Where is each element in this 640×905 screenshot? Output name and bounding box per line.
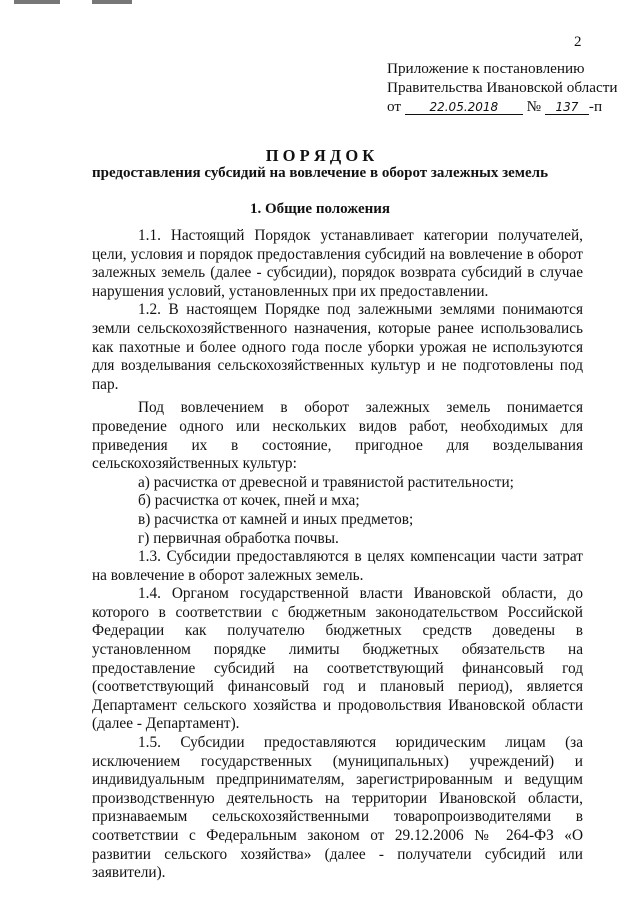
paragraph-1-5: 1.5. Субсидии предоставляются юридическим лицам (за исключением государственных (муниципальных) учреждений) и индивидуальным предпринимателям, зарегистрированным и ведущим производственную деятельность на территории Ивановской области, признаваемым сельскохозяйственными товаропроизводителями в соответствии с Федеральным законом от 29.12.2006 № 264-ФЗ «О развитии сельского хозяйства» (далее - получатели субсидий или заявители). — [92, 734, 583, 882]
scan-mark-left — [14, 0, 60, 4]
resolution-number: 137 — [545, 100, 589, 115]
appendix-block — [387, 59, 637, 116]
number-label: № — [526, 98, 542, 115]
appendix-line-2: Правительства Ивановской области — [387, 79, 618, 96]
page-number: 2 — [574, 34, 582, 50]
section-title: 1. Общие положения — [249, 201, 391, 217]
number-suffix: -п — [588, 98, 603, 115]
appendix-date-line — [387, 97, 637, 116]
resolution-date: 22.05.2018 — [405, 100, 523, 115]
list-item-g: г) первичная обработка почвы. — [138, 529, 339, 547]
appendix-line-1: Приложение к постановлению — [387, 60, 585, 77]
paragraph-involvement: Под вовлечением в оборот залежных земель понимается проведение одного или нескольких видов работ, необходимых для приведения их в состояние, пригодное для возделывания сельскохозяйственных культур: — [92, 399, 583, 473]
paragraph-1-3: 1.3. Субсидии предоставляются в целях компенсации части затрат на вовлечение в оборот залежных земель. — [92, 548, 583, 584]
from-label: от — [387, 98, 402, 115]
document-subtitle: предоставления субсидий на вовлечение в оборот залежных земель — [91, 165, 549, 181]
scan-mark-right — [92, 0, 132, 4]
paragraph-1-4: 1.4. Органом государственной власти Ивановской области, до которого в соответствии с бюджетным законодательством Российской Федерации как получателю бюджетных средств доведены в установленном порядке лимиты бюджетных обязательств на предоставление субсидий на соответствующий финансовый год (соответствующий финансовый год и плановый период), является Департамент сельского хозяйства и продовольствия Ивановской области (далее - Департамент). — [92, 585, 583, 733]
paragraph-1-2: 1.2. В настоящем Порядке под залежными землями понимаются земли сельскохозяйственного назначения, которые ранее использовались как пахотные и более одного года после уборки урожая не используются для возделывания сельскохозяйственных культур и не подготовлены под пар. — [92, 301, 583, 393]
list-item-v: в) расчистка от камней и иных предметов; — [138, 510, 414, 528]
document-body — [92, 227, 583, 883]
list-item-a: а) расчистка от древесной и травянистой растительности; — [138, 473, 514, 491]
document-title: П О Р Я Д О К — [265, 146, 375, 165]
list-item-b: б) расчистка от кочек, пней и мха; — [138, 492, 360, 510]
paragraph-1-1: 1.1. Настоящий Порядок устанавливает категории получателей, цели, условия и порядок предоставления субсидий на вовлечение в оборот залежных земель (далее - субсидии), порядок возврата субсидий в случае нарушения условий, установленных при их предоставлении. — [92, 227, 583, 300]
